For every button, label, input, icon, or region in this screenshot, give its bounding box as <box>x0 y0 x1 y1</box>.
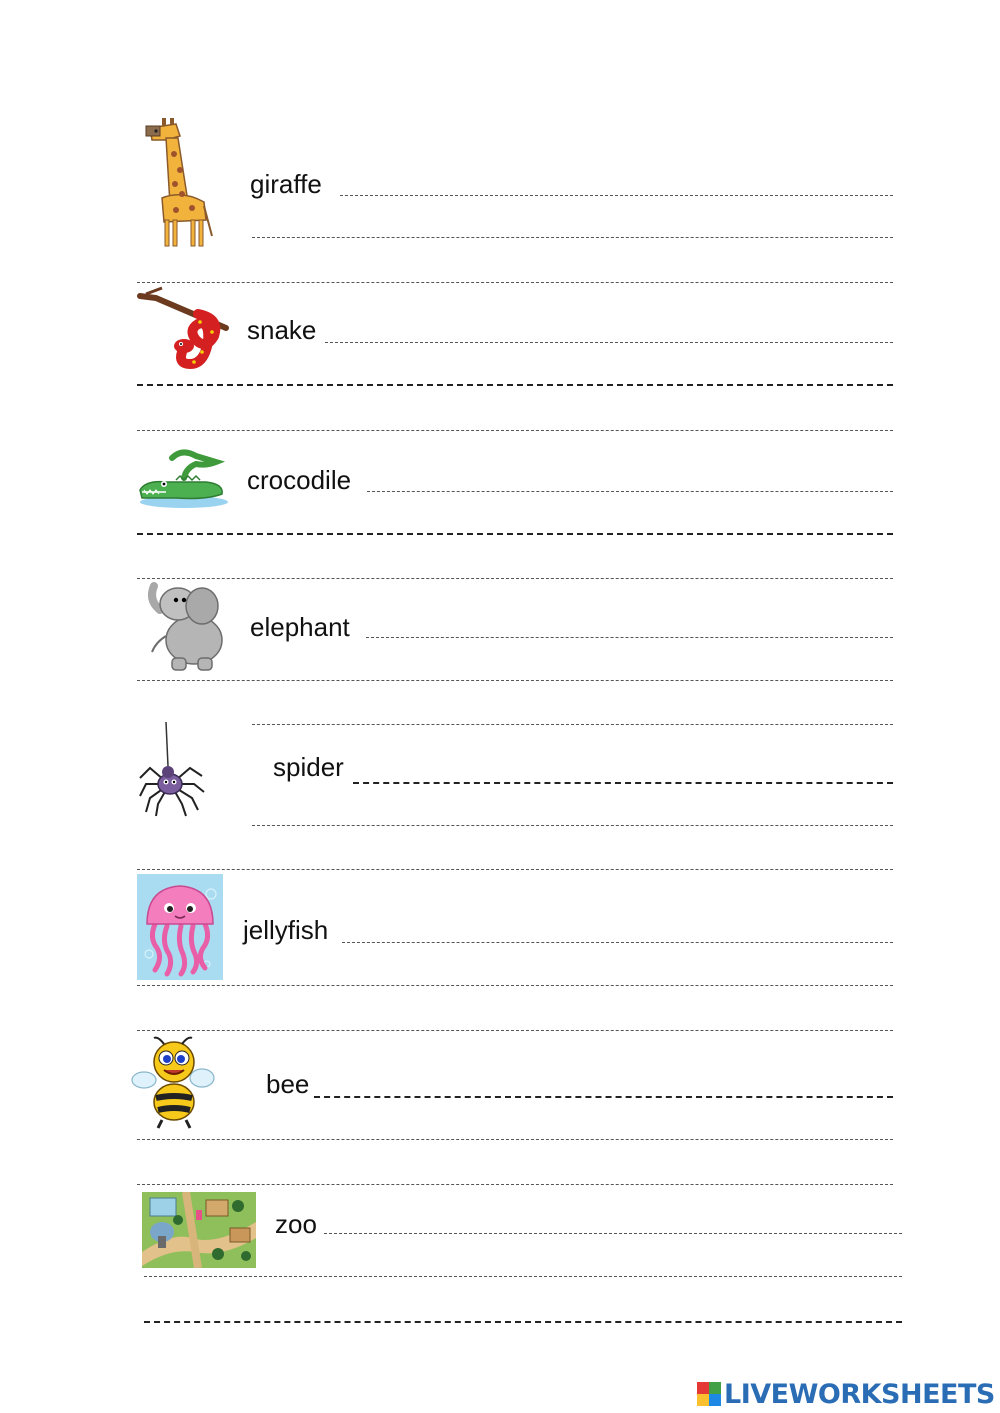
writing-line[interactable] <box>137 578 893 579</box>
writing-line[interactable] <box>324 1233 902 1234</box>
brand-name: LIVEWORKSHEETS <box>724 1378 995 1410</box>
liveworksheets-logo <box>697 1378 995 1410</box>
elephant-icon <box>146 580 228 674</box>
writing-line[interactable] <box>325 342 893 343</box>
snake-icon <box>136 284 232 372</box>
writing-line[interactable] <box>137 869 893 870</box>
writing-line[interactable] <box>144 1276 902 1277</box>
jellyfish-icon <box>137 874 223 980</box>
word-giraffe: giraffe <box>250 169 322 199</box>
word-zoo: zoo <box>275 1209 317 1239</box>
writing-line[interactable] <box>252 237 893 238</box>
writing-line[interactable] <box>144 1321 902 1323</box>
writing-line[interactable] <box>367 491 893 492</box>
writing-line[interactable] <box>137 680 893 681</box>
writing-line[interactable] <box>252 825 893 826</box>
bee-icon <box>130 1036 216 1130</box>
word-spider: spider <box>273 752 344 782</box>
zoo-icon <box>142 1192 256 1268</box>
writing-line[interactable] <box>340 195 893 196</box>
writing-line[interactable] <box>252 724 893 725</box>
word-crocodile: crocodile <box>247 465 352 495</box>
writing-line[interactable] <box>137 1030 893 1031</box>
word-elephant: elephant <box>250 612 350 642</box>
writing-line[interactable] <box>137 282 893 283</box>
writing-line[interactable] <box>137 384 893 386</box>
spider-icon <box>136 720 210 818</box>
giraffe-icon <box>136 110 216 250</box>
writing-line[interactable] <box>137 533 893 535</box>
writing-line[interactable] <box>314 1096 893 1098</box>
writing-line[interactable] <box>137 1184 893 1185</box>
writing-line[interactable] <box>137 430 893 431</box>
word-snake: snake <box>247 315 317 345</box>
writing-line[interactable] <box>353 782 893 784</box>
writing-line[interactable] <box>366 637 893 638</box>
writing-line[interactable] <box>137 985 893 986</box>
writing-line[interactable] <box>137 1139 893 1140</box>
writing-line[interactable] <box>342 942 893 943</box>
crocodile-icon <box>136 446 230 512</box>
word-bee: bee <box>266 1069 310 1099</box>
brand-mark-icon <box>697 1382 721 1406</box>
word-jellyfish: jellyfish <box>243 915 329 945</box>
